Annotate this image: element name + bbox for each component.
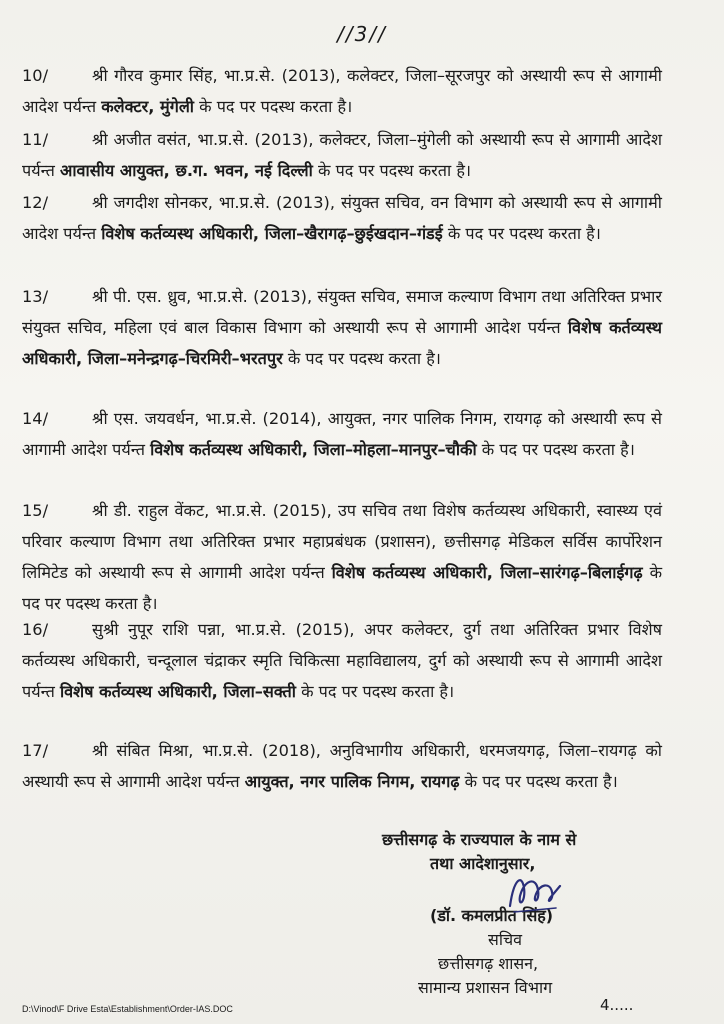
order-paragraph-16 [22, 614, 662, 707]
paragraph-number: 10/ [22, 66, 49, 85]
paragraph-tail: के पद पर पदस्थ करता है। [194, 97, 353, 116]
posting-bold: आयुक्त, नगर पालिक निगम, रायगढ़ [244, 772, 460, 791]
paragraph-number: 11/ [22, 130, 49, 149]
paragraph-text: श्री एस. जयवर्धन, भा.प्र.से. (2014), आयुक्त, नगर पालिक निगम, रायगढ़ को अस्थायी रूप से आगामी आदेश पर्यन्त [22, 409, 662, 459]
paragraph-number: 13/ [22, 287, 49, 306]
paragraph-text: सुश्री नुपूर राशि पन्ना, भा.प्र.से. (2015), अपर कलेक्टर, दुर्ग तथा अतिरिक्त प्रभार विशेष कर्तव्यस्थ अधिकारी, चन्दूलाल चंद्राकर स्मृति चिकित्सा महाविद्यालय, दुर्ग को अस्थायी रूप से आगामी आदेश पर्यन्त [22, 620, 662, 701]
signatory-department: सामान्य प्रशासन विभाग [418, 978, 553, 997]
paragraph-number: 16/ [22, 620, 49, 639]
signatory-government: छत्तीसगढ़ शासन, [438, 954, 539, 973]
order-paragraph-12 [22, 187, 662, 249]
paragraph-text: श्री पी. एस. ध्रुव, भा.प्र.से. (2013), संयुक्त सचिव, समाज कल्याण विभाग तथा अतिरिक्त प्रभार संयुक्त सचिव, महिला एवं बाल विकास विभाग को अस्थायी रूप से आगामी आदेश पर्यन्त [22, 287, 662, 337]
paragraph-number: 12/ [22, 193, 49, 212]
signatory-designation: सचिव [488, 930, 523, 949]
posting-bold: विशेष कर्तव्यस्थ अधिकारी, जिला–मनेन्द्रगढ़–चिरमिरी–भरतपुर [22, 318, 663, 368]
paragraph-text: श्री अजीत वसंत, भा.प्र.से. (2013), कलेक्टर, जिला–मुंगेली को अस्थायी रूप से आगामी आदेश पर्यन्त [22, 130, 662, 180]
file-path-footer: D:\Vinod\F Drive Esta\Establishment\Order-IAS.DOC [22, 1004, 233, 1014]
posting-bold: आवासीय आयुक्त, छ.ग. भवन, नई दिल्ली [59, 161, 313, 180]
paragraph-number: 14/ [22, 409, 49, 428]
paragraph-tail: के पद पर पदस्थ करता है। [295, 682, 455, 701]
posting-bold: विशेष कर्तव्यस्थ अधिकारी, जिला–खैरागढ़–छुईखदान–गंडई [101, 224, 443, 243]
paragraph-number: 17/ [22, 741, 49, 760]
order-paragraph-14 [22, 403, 662, 465]
page-number: //3// [337, 22, 387, 46]
paragraph-text: श्री जगदीश सोनकर, भा.प्र.से. (2013), संयुक्त सचिव, वन विभाग को अस्थायी रूप से आगामी आदेश पर्यन्त [22, 193, 662, 243]
handwritten-signature [500, 868, 570, 918]
order-paragraph-11 [22, 124, 662, 186]
paragraph-text: श्री संबित मिश्रा, भा.प्र.से. (2018), अनुविभागीय अधिकारी, धरमजयगढ़, जिला–रायगढ़ को अस्थायी रूप से आगामी आदेश पर्यन्त [22, 741, 662, 791]
paragraph-tail: के पद पर पदस्थ करता है। [312, 161, 472, 180]
paragraph-tail: के पद पर पदस्थ करता है। [22, 563, 662, 613]
paragraph-text: श्री डी. राहुल वेंकट, भा.प्र.से. (2015), उप सचिव तथा विशेष कर्तव्यस्थ अधिकारी, स्वास्थ्य एवं परिवार कल्याण विभाग तथा अतिरिक्त प्रभार महाप्रबंधक (प्रशासन), छत्तीसगढ़ मेडिकल सर्विस कार्पोरेशन लिमिटेड को अस्थायी रूप से आगामी आदेश पर्यन्त [22, 501, 662, 582]
order-paragraph-15 [22, 495, 662, 619]
paragraph-number: 15/ [22, 501, 49, 520]
paragraph-tail: के पद पर पदस्थ करता है। [442, 224, 601, 243]
next-page-marker: 4..... [600, 996, 634, 1014]
paragraph-tail: के पद पर पदस्थ करता है। [476, 440, 635, 459]
order-paragraph-10 [22, 60, 662, 122]
paragraph-tail: के पद पर पदस्थ करता है। [282, 349, 441, 368]
order-paragraph-13 [22, 281, 662, 374]
posting-bold: विशेष कर्तव्यस्थ अधिकारी, जिला–मोहला–मानपुर–चौकी [150, 440, 477, 459]
posting-bold: कलेक्टर, मुंगेली [101, 97, 194, 116]
paragraph-text: श्री गौरव कुमार सिंह, भा.प्र.से. (2013), कलेक्टर, जिला–सूरजपुर को अस्थायी रूप से आगामी आदेश पर्यन्त [22, 66, 662, 116]
posting-bold: विशेष कर्तव्यस्थ अधिकारी, जिला–सक्ती [59, 682, 296, 701]
paragraph-tail: के पद पर पदस्थ करता है। [459, 772, 618, 791]
posting-bold: विशेष कर्तव्यस्थ अधिकारी, जिला–सारंगढ़–बिलाईगढ़ [331, 563, 643, 582]
signatory-name: (डॉ. कमलप्रीत सिंह) [430, 906, 554, 925]
signature-authority-line: छत्तीसगढ़ के राज्यपाल के नाम से [382, 830, 577, 849]
signature-order-line: तथा आदेशानुसार, [430, 854, 536, 873]
order-paragraph-17 [22, 735, 662, 797]
